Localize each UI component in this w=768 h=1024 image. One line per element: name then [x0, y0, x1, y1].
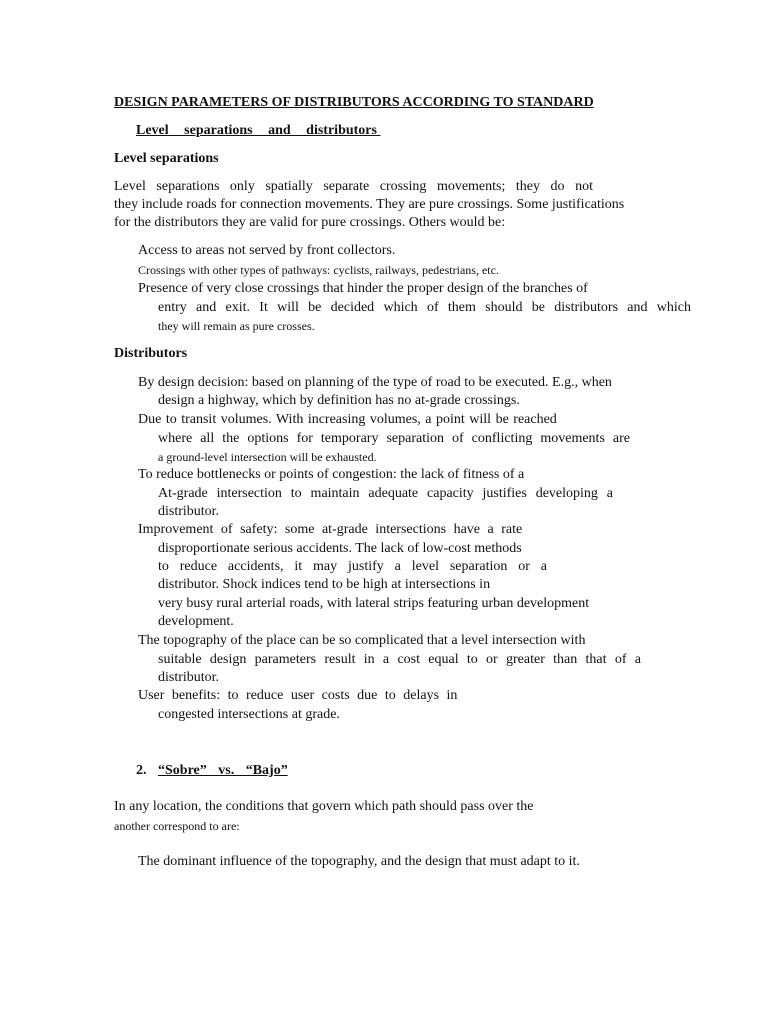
list-item-continuation: they will remain as pure crosses.	[158, 319, 315, 333]
paragraph-line: In any location, the conditions that govern which path should pass over the	[114, 799, 534, 814]
list-item	[138, 411, 557, 429]
list-item-continuation: congested intersections at grade.	[158, 707, 340, 722]
subtitle-text: Level separations and distributors	[136, 123, 377, 138]
section-number: 2.	[136, 763, 147, 778]
list-item-continuation: distributor.	[158, 504, 220, 519]
list-item-text: To reduce bottlenecks or points of congestion: the lack of fitness of a	[138, 467, 525, 482]
list-item-continuation: entry and exit. It will be decided which of them should be distributors and which	[158, 300, 691, 315]
list-item	[138, 687, 457, 705]
list-item-continuation: development.	[158, 614, 234, 629]
list-item	[138, 521, 522, 539]
section-2-heading	[136, 762, 288, 780]
list-item-continuation: very busy rural arterial roads, with lateral strips featuring urban development	[158, 596, 590, 611]
paragraph-line: another correspond to are:	[114, 819, 240, 833]
list-item-text: Improvement of safety: some at-grade intersections have a rate	[138, 522, 523, 537]
list-item-text: Crossings with other types of pathways: cyclists, railways, pedestrians, etc.	[138, 263, 499, 277]
section-heading-level-separations: Level separations	[114, 151, 219, 166]
list-item-continuation: disproportionate serious accidents. The lack of low-cost methods	[158, 541, 522, 556]
list-item-continuation: distributor. Shock indices tend to be high at intersections in	[158, 577, 491, 592]
list-item-continuation: to reduce accidents, it may justify a level separation or a	[158, 559, 547, 574]
list-item-continuation: suitable design parameters result in a cost equal to or greater than that of a	[158, 652, 641, 667]
document-title	[114, 94, 594, 112]
list-item-text: The topography of the place can be so complicated that a level intersection with	[138, 633, 586, 648]
paragraph-line: for the distributors they are valid for pure crossings. Others would be:	[114, 215, 506, 230]
list-item	[138, 853, 580, 871]
list-item-text: User benefits: to reduce user costs due to delays in	[138, 688, 458, 703]
list-item	[138, 466, 524, 484]
subtitle-underline-tail	[377, 122, 403, 140]
list-item	[138, 632, 585, 650]
list-item	[138, 242, 395, 260]
list-item-continuation: where all the options for temporary separation of conflicting movements are	[158, 431, 630, 446]
title-text: DESIGN PARAMETERS OF DISTRIBUTORS ACCORDING TO STANDARD	[114, 95, 594, 110]
paragraph-line: Level separations only spatially separate crossing movements; they do not	[114, 179, 593, 194]
list-item-text: Due to transit volumes. With increasing volumes, a point will be reached	[138, 412, 557, 427]
list-item	[138, 261, 499, 280]
list-item	[138, 374, 612, 392]
list-item-text: Presence of very close crossings that hinder the proper design of the branches of	[138, 281, 588, 296]
list-item-text: The dominant influence of the topography, and the design that must adapt to it.	[138, 854, 580, 869]
section-2-title: “Sobre” vs. “Bajo”	[158, 763, 288, 778]
list-item-continuation: a ground-level intersection will be exhausted.	[158, 450, 377, 464]
paragraph-line: they include roads for connection movements. They are pure crossings. Some justifications	[114, 197, 625, 212]
list-item	[138, 280, 588, 298]
list-item-text: Access to areas not served by front collectors.	[138, 243, 396, 258]
document-subtitle	[136, 122, 403, 140]
section-heading-distributors: Distributors	[114, 346, 188, 361]
list-item-continuation: distributor.	[158, 670, 220, 685]
list-item-text: By design decision: based on planning of the type of road to be executed. E.g., when	[138, 375, 612, 390]
list-item-continuation: At-grade intersection to maintain adequate capacity justifies developing a	[158, 486, 613, 501]
list-item-continuation: design a highway, which by definition has no at-grade crossings.	[158, 393, 520, 408]
